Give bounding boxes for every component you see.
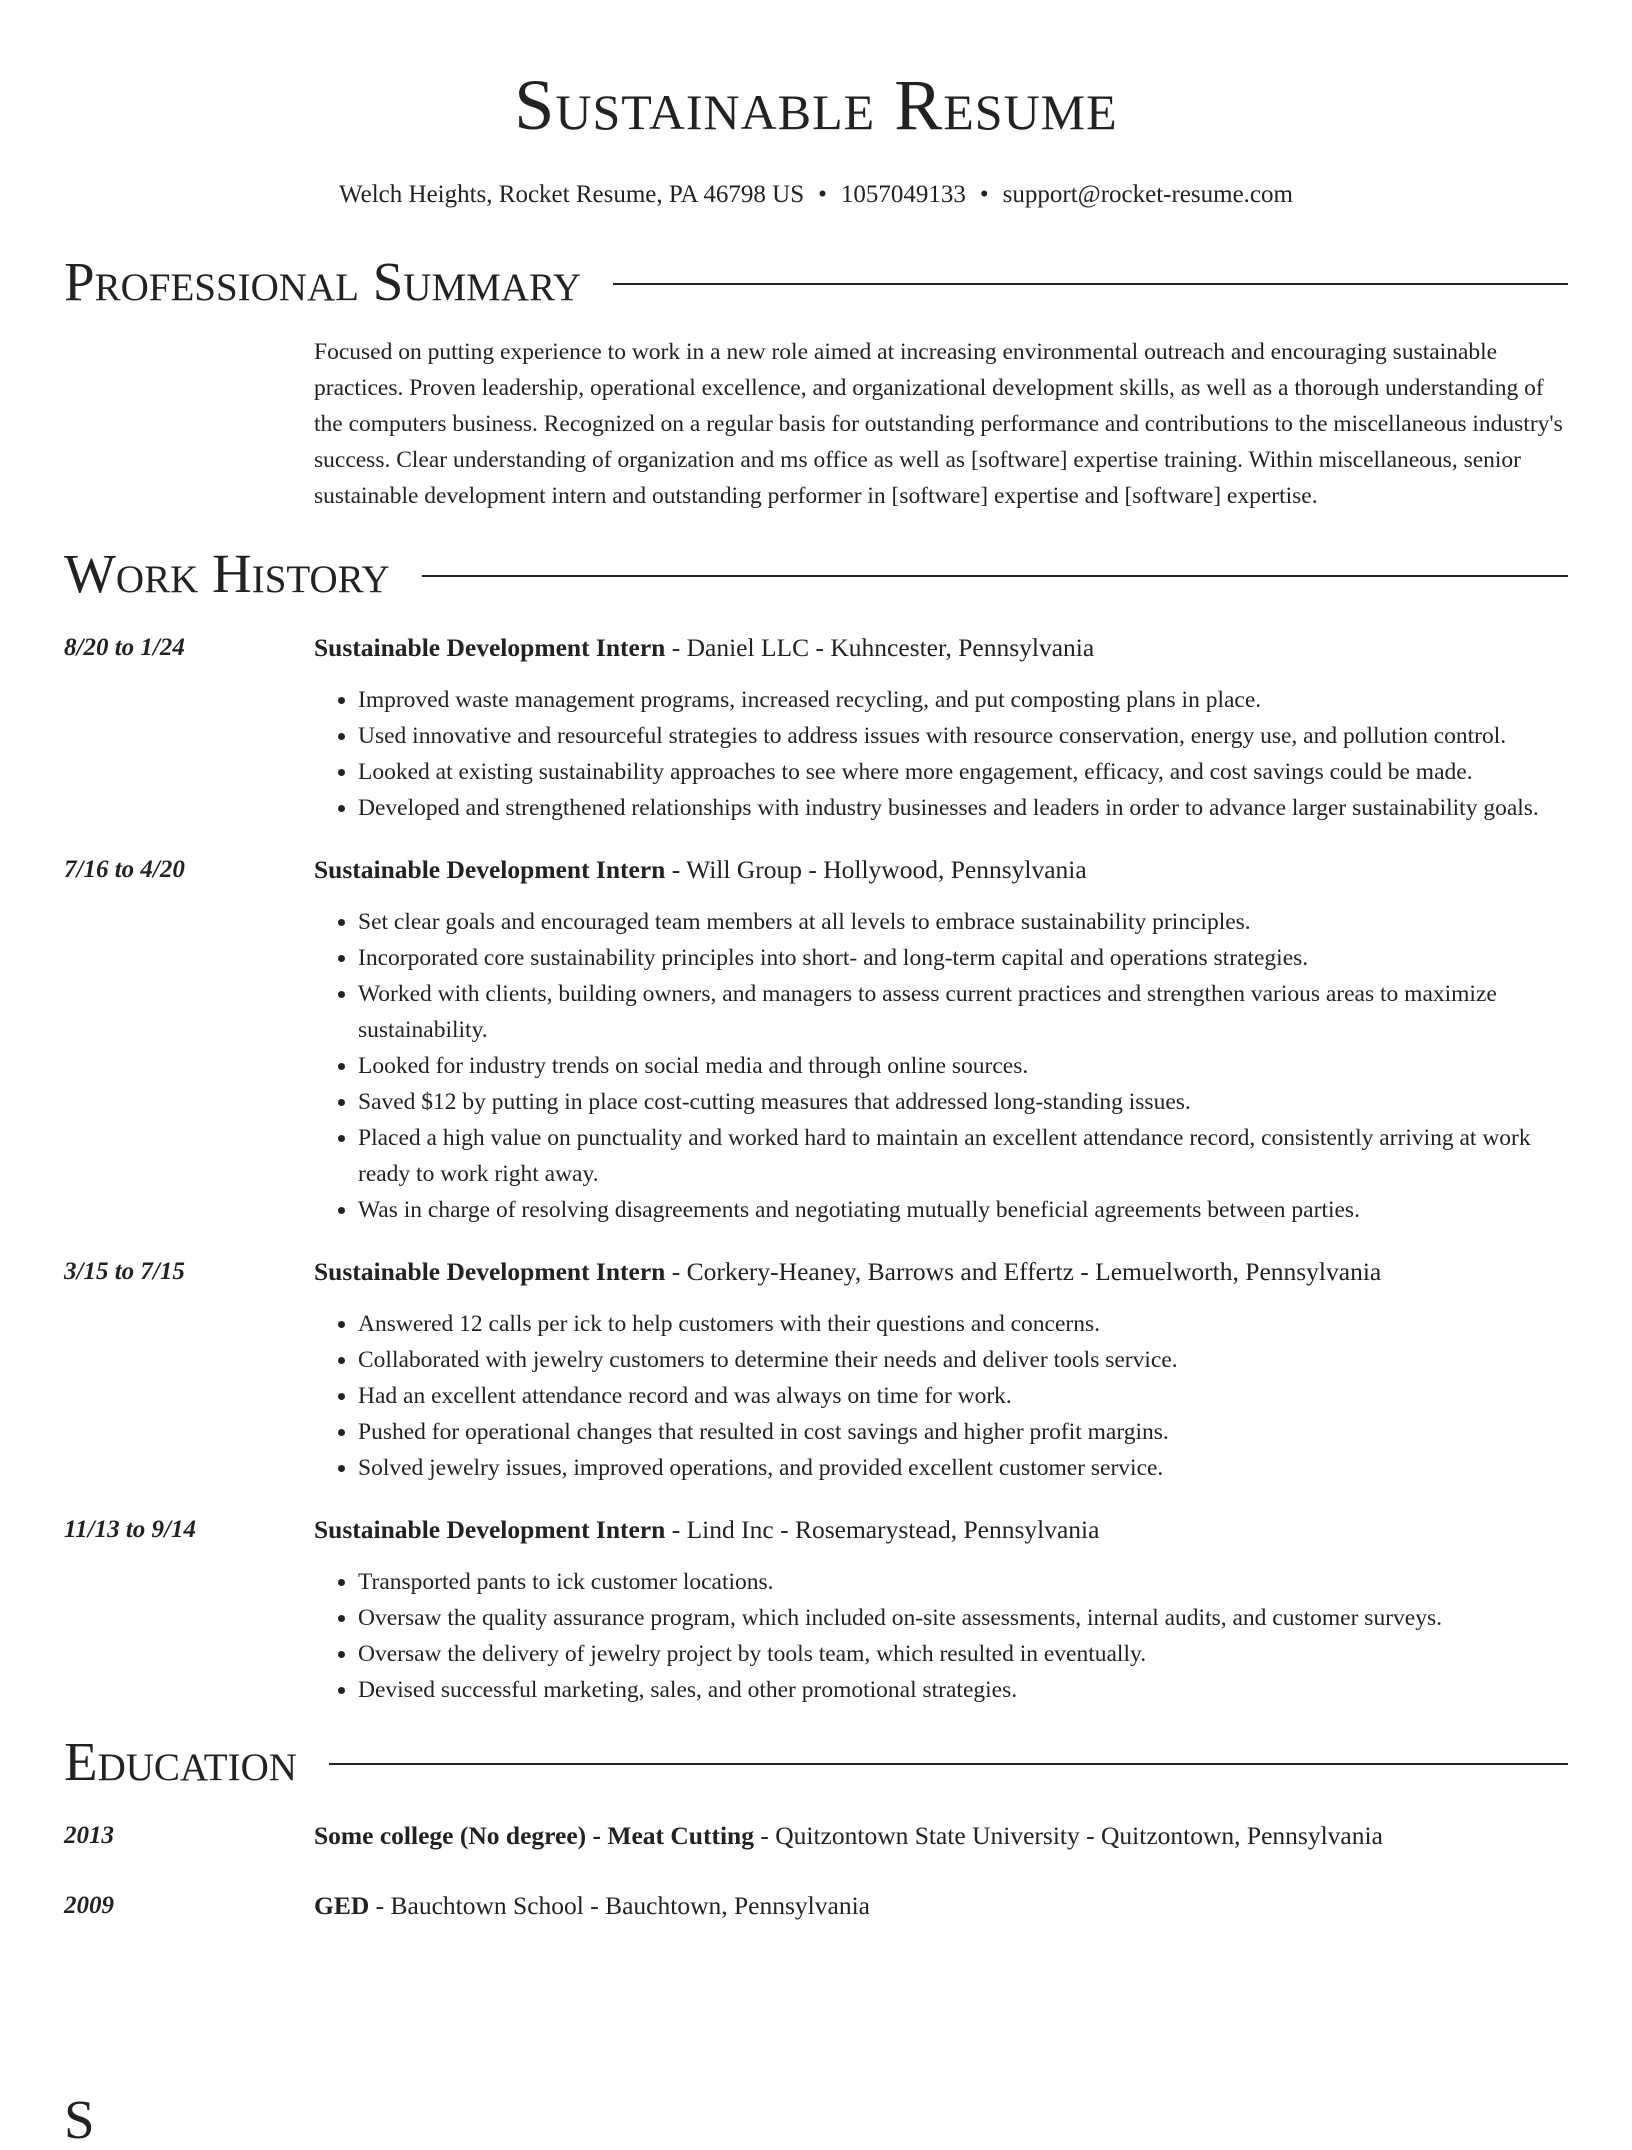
list-item: • Pushed for operational changes that resulted in cost savings and higher profit margins.: [358, 1414, 1568, 1450]
list-item: • Looked for industry trends on social media and through online sources.: [358, 1048, 1568, 1084]
contact-separator: •: [979, 181, 989, 208]
contact-line: [64, 178, 1568, 212]
contact-phone: 1057049133: [840, 181, 966, 208]
summary-section-title: Professional Summary: [64, 251, 582, 312]
education-details: - Quitzontown State University - Quitzontown, Pennsylvania: [753, 1821, 1383, 1850]
work-details: - Will Group - Hollywood, Pennsylvania: [665, 855, 1087, 884]
list-item: • Had an excellent attendance record and was always on time for work.: [358, 1378, 1568, 1414]
list-item: • Oversaw the delivery of jewelry project by tools team, which resulted in eventually.: [358, 1636, 1568, 1672]
work-body: [314, 852, 1568, 1228]
work-entry: [64, 630, 1568, 826]
work-role: Sustainable Development Intern: [314, 855, 666, 884]
work-entry: [64, 1254, 1568, 1486]
education-year: 2009: [64, 1892, 114, 1919]
education-details: - Bauchtown School - Bauchtown, Pennsylvania: [369, 1891, 870, 1920]
contact-separator: •: [818, 181, 827, 208]
list-item: • Placed a high value on punctuality and worked hard to maintain an excellent attendance record, consistently arriving at work ready to work right away.: [358, 1120, 1568, 1192]
contact-address: Welch Heights, Rocket Resume, PA 46798 US: [339, 181, 805, 208]
work-body: [314, 1512, 1568, 1708]
work-entry: [64, 1512, 1568, 1708]
list-item: • Incorporated core sustainability principles into short- and long-term capital and operations strategies.: [358, 940, 1568, 976]
work-role: Sustainable Development Intern: [314, 633, 666, 662]
work-dates: 7/16 to 4/20: [64, 856, 185, 883]
education-heading: [314, 1888, 1568, 1924]
list-item: • Solved jewelry issues, improved operations, and provided excellent customer service.: [358, 1450, 1568, 1486]
work-section-title: Work History: [64, 543, 390, 604]
list-item: • Used innovative and resourceful strategies to address issues with resource conservation, energy use, and pollution control.: [358, 718, 1568, 754]
work-body: [314, 630, 1568, 826]
education-year: 2013: [64, 1822, 114, 1849]
section-divider: [613, 283, 1568, 285]
contact-email: support@rocket-resume.com: [1002, 181, 1293, 208]
work-heading: [314, 1512, 1568, 1548]
work-details: - Daniel LLC - Kuhncester, Pennsylvania: [665, 633, 1095, 662]
work-bullets: [314, 904, 1568, 1228]
list-item: • Answered 12 calls per ick to help customers with their questions and concerns.: [358, 1306, 1568, 1342]
work-details: - Lind Inc - Rosemarystead, Pennsylvania: [665, 1515, 1100, 1544]
resume-page: [64, 0, 1568, 2150]
education-section-title: Education: [64, 1731, 297, 1792]
list-item: • Transported pants to ick customer locations.: [358, 1564, 1568, 1600]
list-item: • Oversaw the quality assurance program, which included on-site assessments, internal audits, and customer surveys.: [358, 1600, 1568, 1636]
resume-name: Sustainable Resume: [514, 65, 1118, 145]
work-dates: 3/15 to 7/15: [64, 1258, 185, 1285]
work-dates: 11/13 to 9/14: [64, 1516, 196, 1543]
list-item: • Devised successful marketing, sales, and other promotional strategies.: [358, 1672, 1568, 1708]
list-item: • Saved $12 by putting in place cost-cutting measures that addressed long-standing issues.: [358, 1084, 1568, 1120]
section-divider: [329, 1763, 1568, 1765]
work-dates: 8/20 to 1/24: [64, 634, 185, 661]
list-item: • Developed and strengthened relationships with industry businesses and leaders in order to advance larger sustainability goals.: [358, 790, 1568, 826]
list-item: • Set clear goals and encouraged team members at all levels to embrace sustainability principles.: [358, 904, 1568, 940]
education-entry: [64, 1818, 1568, 1854]
work-body: [314, 1254, 1568, 1486]
education-degree: Some college (No degree) - Meat Cutting: [314, 1821, 754, 1850]
work-heading: [314, 630, 1568, 666]
list-item: • Improved waste management programs, increased recycling, and put composting plans in place.: [358, 682, 1568, 718]
work-heading: [314, 1254, 1568, 1290]
summary-text: Focused on putting experience to work in a new role aimed at increasing environmental outreach and encouraging sustainable practices. Proven leadership, operational excellence, and organizational development skills, as well as a thorough understanding of the computers business. Recognized on a regular basis for outstanding performance and contributions to the miscellaneous industry's success. Clear understanding of organization and ms office as well as [software] expertise training. Within miscellaneous, senior sustainable development intern and outstanding performer in [software] expertise and [software] expertise.: [314, 339, 1563, 509]
work-role: Sustainable Development Intern: [314, 1257, 666, 1286]
work-details: - Corkery-Heaney, Barrows and Effertz - Lemuelworth, Pennsylvania: [665, 1257, 1382, 1286]
education-degree: GED: [314, 1891, 370, 1920]
work-bullets: [314, 1306, 1568, 1486]
work-heading: [314, 852, 1568, 888]
work-section-header: [64, 544, 1568, 604]
work-entry: [64, 852, 1568, 1228]
education-heading: [314, 1818, 1568, 1854]
list-item: • Collaborated with jewelry customers to determine their needs and deliver tools service.: [358, 1342, 1568, 1378]
work-bullets: [314, 682, 1568, 826]
list-item: • Worked with clients, building owners, and managers to assess current practices and strengthen various areas to maximize sustainability.: [358, 976, 1568, 1048]
education-section-header: [64, 1732, 1568, 1792]
summary-section-header: [64, 252, 1568, 312]
education-entry: [64, 1888, 1568, 1924]
work-role: Sustainable Development Intern: [314, 1515, 666, 1544]
next-section-title-partial: S: [64, 2089, 95, 2150]
list-item: • Was in charge of resolving disagreements and negotiating mutually beneficial agreements between parties.: [358, 1192, 1568, 1228]
section-divider: [422, 575, 1568, 577]
work-bullets: [314, 1564, 1568, 1708]
list-item: • Looked at existing sustainability approaches to see where more engagement, efficacy, and cost savings could be made.: [358, 754, 1568, 790]
